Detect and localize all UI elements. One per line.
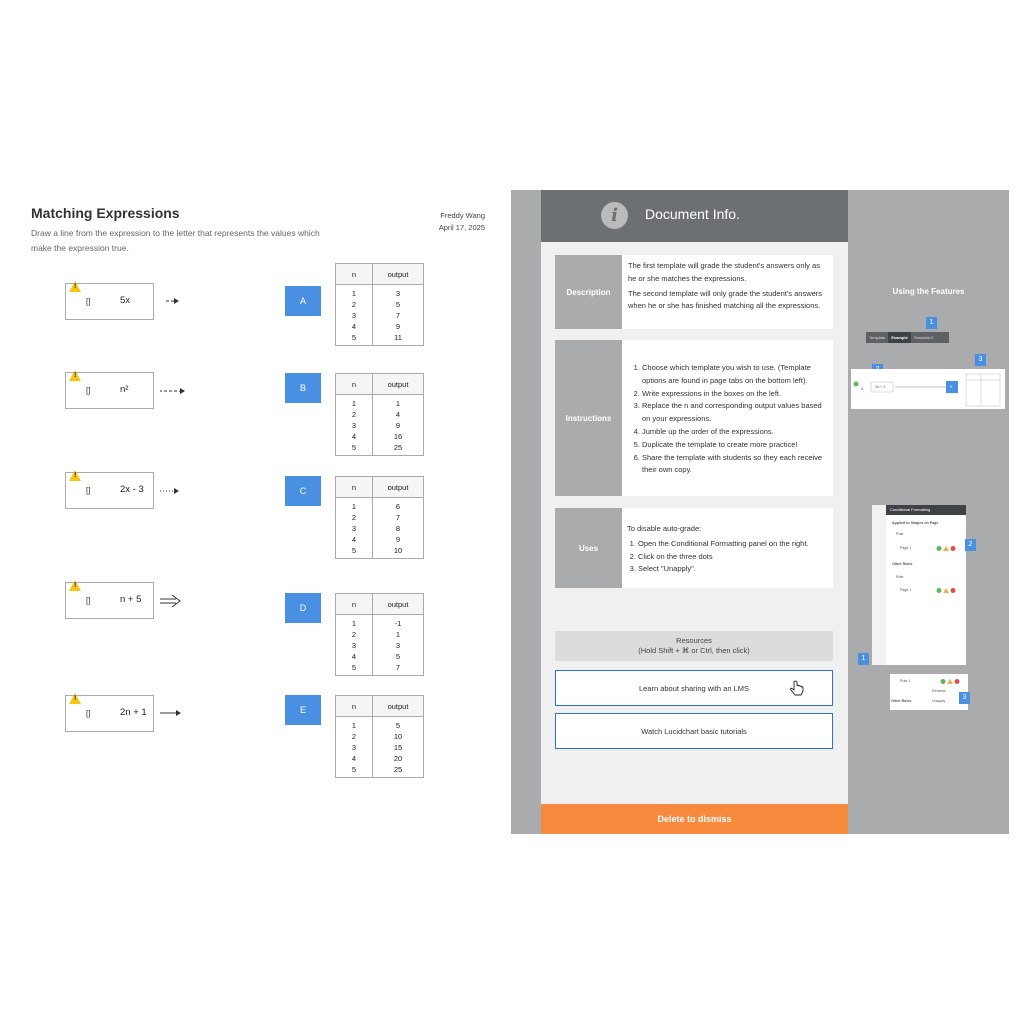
warning-icon xyxy=(69,470,81,481)
table-row: 2 1 xyxy=(336,629,424,640)
letter-box[interactable]: E xyxy=(285,695,321,725)
callout-badge: 3 xyxy=(959,692,970,704)
section-label: Uses xyxy=(555,508,622,588)
expression-text: 2n + 1 xyxy=(120,707,147,718)
uses-section xyxy=(555,508,833,588)
arrow-connector[interactable] xyxy=(160,594,184,608)
uses-text xyxy=(627,523,825,576)
expression-placeholder: [] xyxy=(86,709,91,718)
expression-placeholder: [] xyxy=(86,596,91,605)
mini-unapply: Unapply xyxy=(932,699,946,703)
arrow-connector[interactable] xyxy=(160,486,184,496)
expression-box[interactable] xyxy=(65,372,154,409)
list-item: 4. Jumble up the order of the expressions. xyxy=(642,426,825,439)
list-item: 1. Choose which template you wish to use. (Template options are found in page tabs on the bottom left). xyxy=(642,362,825,388)
values-table xyxy=(335,593,424,676)
table-row: 3 3 xyxy=(336,640,424,651)
info-icon: i xyxy=(601,202,628,229)
author-name: Freddy Wang xyxy=(440,211,485,220)
values-table xyxy=(335,476,424,559)
letter-box[interactable]: C xyxy=(285,476,321,506)
mini-rename: Rename xyxy=(932,689,946,693)
callout-badge: 2 xyxy=(965,539,976,551)
callout-badge: 1 xyxy=(926,317,937,329)
mini-letter-box: E xyxy=(950,385,953,389)
letter-box[interactable]: D xyxy=(285,593,321,623)
table-row: 5 10 xyxy=(336,545,424,559)
table-row: 5 11 xyxy=(336,332,424,346)
mini-expression: 2n + 1 xyxy=(875,385,886,389)
table-header-output: output xyxy=(373,696,424,717)
list-item: 1. Open the Conditional Formatting panel on the right. xyxy=(638,538,825,551)
description-text xyxy=(628,260,825,315)
mini-rule1: Rule 1 xyxy=(900,679,911,683)
table-header-output: output xyxy=(373,374,424,395)
uses-intro: To disable auto-grade: xyxy=(627,524,702,533)
table-row: 1 1 xyxy=(336,395,424,410)
expression-placeholder: [] xyxy=(86,386,91,395)
worksheet-preview xyxy=(851,369,1005,409)
info-title: Document Info. xyxy=(645,206,740,222)
conditional-formatting-preview xyxy=(872,505,966,665)
list-item: 2. Write expressions in the boxes on the left. xyxy=(642,388,825,401)
table-header-output: output xyxy=(373,477,424,498)
mini-page-label: Page 1 xyxy=(900,588,912,592)
table-row: 2 4 xyxy=(336,409,424,420)
mini-status-icons xyxy=(940,678,966,685)
table-header-output: output xyxy=(373,264,424,285)
expression-box[interactable] xyxy=(65,695,154,732)
section-label: Instructions xyxy=(555,340,622,496)
document-date: April 17, 2025 xyxy=(438,223,485,232)
table-row: 5 25 xyxy=(336,764,424,778)
list-item: 2. Click on the three dots xyxy=(638,551,825,564)
page-tabs-preview xyxy=(866,332,949,343)
mini-applied-label: Applied to Shapes on Page xyxy=(892,521,939,525)
callout-badge: 1 xyxy=(858,653,869,665)
worksheet-instructions: Draw a line from the expression to the letter that represents the values which make the expression true. xyxy=(31,228,320,253)
rule-menu-preview xyxy=(890,674,968,710)
resources-title: Resources xyxy=(676,636,712,645)
letter-box[interactable]: B xyxy=(285,373,321,403)
lms-sharing-link[interactable] xyxy=(555,670,833,706)
resources-hint: (Hold Shift + ⌘ or Ctrl, then click) xyxy=(638,646,750,655)
tab-example: Example xyxy=(888,332,910,343)
table-row: 1 5 xyxy=(336,717,424,732)
worksheet-preview-graphic xyxy=(851,369,1005,409)
list-item: 3. Replace the n and corresponding output values based on your expressions. xyxy=(642,400,825,426)
mini-panel-title: Conditional Formatting xyxy=(886,505,966,515)
mini-other-rules: Other Rules xyxy=(891,699,912,703)
table-row: 3 7 xyxy=(336,310,424,321)
warning-icon xyxy=(69,281,81,292)
expression-text: 2x - 3 xyxy=(120,484,144,495)
description-paragraph: The first template will grade the student's answers only as he or she matches the expressions. xyxy=(628,261,820,283)
table-header-output: output xyxy=(373,594,424,615)
values-table xyxy=(335,695,424,778)
table-row: 1 3 xyxy=(336,285,424,300)
description-section xyxy=(555,255,833,329)
table-row: 2 7 xyxy=(336,512,424,523)
warning-icon xyxy=(69,693,81,704)
expression-text: n + 5 xyxy=(120,594,142,605)
list-item: 6. Share the template with students so they each receive their own copy. xyxy=(642,452,825,478)
mini-rule-label: Rule xyxy=(896,575,904,579)
list-item: 5. Duplicate the template to create more practice! xyxy=(642,439,825,452)
expression-placeholder: [] xyxy=(86,486,91,495)
mini-status-icons xyxy=(936,545,962,552)
mini-page-label: Page 1 xyxy=(900,546,912,550)
table-row: 4 9 xyxy=(336,321,424,332)
mini-other-rules: Other Rules xyxy=(892,562,913,566)
info-header xyxy=(541,190,848,242)
expression-box[interactable] xyxy=(65,472,154,509)
expression-box[interactable] xyxy=(65,283,154,320)
arrow-connector[interactable] xyxy=(160,386,190,396)
expression-placeholder: [] xyxy=(86,297,91,306)
worksheet-title: Matching Expressions xyxy=(31,205,180,221)
table-row: 4 5 xyxy=(336,651,424,662)
table-row: 3 9 xyxy=(336,420,424,431)
table-row: 1 -1 xyxy=(336,615,424,630)
letter-box[interactable]: A xyxy=(285,286,321,316)
table-row: 2 10 xyxy=(336,731,424,742)
arrow-connector[interactable] xyxy=(160,708,184,718)
features-title: Using the Features xyxy=(892,287,965,296)
table-row: 4 9 xyxy=(336,534,424,545)
values-table xyxy=(335,373,424,456)
table-header-n: n xyxy=(336,264,373,285)
mini-letter: A xyxy=(861,387,864,391)
mini-sidebar xyxy=(872,505,886,665)
hand-pointer-icon xyxy=(788,680,806,698)
instructions-section xyxy=(555,340,833,496)
warning-icon xyxy=(69,370,81,381)
table-row: 3 15 xyxy=(336,742,424,753)
tab-template-2: Template 2 xyxy=(913,335,934,340)
table-row: 5 7 xyxy=(336,662,424,676)
table-header-n: n xyxy=(336,696,373,717)
table-row: 4 20 xyxy=(336,753,424,764)
author-block xyxy=(420,210,485,234)
table-row: 4 16 xyxy=(336,431,424,442)
link-label: Learn about sharing with an LMS xyxy=(638,683,750,693)
tutorials-link[interactable] xyxy=(555,713,833,749)
warning-icon xyxy=(69,580,81,591)
instructions-list xyxy=(631,362,825,477)
table-row: 5 25 xyxy=(336,442,424,456)
document-info-card xyxy=(541,190,848,834)
list-item: 3. Select "Unapply". xyxy=(638,563,825,576)
arrow-connector[interactable] xyxy=(160,296,184,306)
expression-text: n² xyxy=(120,384,129,395)
values-table xyxy=(335,263,424,346)
table-row: 2 5 xyxy=(336,299,424,310)
section-label: Description xyxy=(555,255,622,329)
table-header-n: n xyxy=(336,374,373,395)
mini-rule-label: Rule xyxy=(896,532,904,536)
tab-template: Template xyxy=(869,335,886,340)
expression-box[interactable] xyxy=(65,582,154,619)
callout-badge: 3 xyxy=(975,354,986,366)
table-row: 3 8 xyxy=(336,523,424,534)
expression-text: 5x xyxy=(120,295,131,306)
description-paragraph: The second template will only grade the student's answers when he or she has finished matching all the expressions. xyxy=(628,288,823,311)
mini-status-icons xyxy=(936,587,962,594)
table-header-n: n xyxy=(336,477,373,498)
table-header-n: n xyxy=(336,594,373,615)
dismiss-banner: Delete to dismiss xyxy=(541,804,848,834)
link-label: Watch Lucidchart basic tutorials xyxy=(641,726,747,736)
resources-box xyxy=(555,631,833,661)
table-row: 1 6 xyxy=(336,498,424,513)
